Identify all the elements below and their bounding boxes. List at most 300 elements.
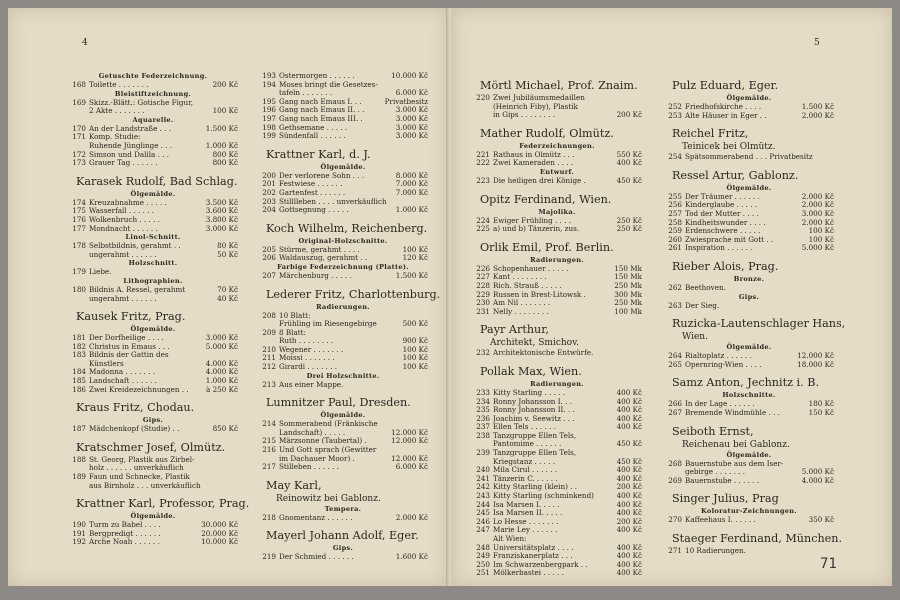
entry-price [831, 153, 834, 162]
entry-price: 2.000 Kč [801, 191, 834, 201]
entry-price: 250 Kč [616, 215, 642, 225]
section-heading: Holzschnitt. [128, 259, 178, 268]
entry-number: 207 [262, 270, 276, 280]
entry-title: Isa Marsen I. . . . . [493, 500, 560, 509]
entry-number: 218 [262, 512, 276, 522]
entry-number: 171 [72, 132, 86, 142]
entry-number: 188 [72, 454, 86, 464]
entry-price: 400 Kč [616, 422, 642, 432]
artist-heading: Seiboth Ernst, [672, 424, 754, 438]
entry-title: Märchenburg . . . . . [279, 271, 352, 280]
entry-number: 241 [476, 473, 490, 483]
entry-price: 3.600 Kč [205, 206, 238, 216]
entry-price [235, 482, 238, 491]
entry-price: 3.000 Kč [205, 333, 238, 343]
artist-heading: Pulz Eduard, Eger. [672, 79, 779, 92]
entry-title: tafeln . . . . . . . [279, 89, 333, 98]
entry-price: 2.000 Kč [395, 512, 428, 522]
entry-title: Marie Ley . . . . . . [493, 526, 558, 535]
entry-title: Opernring-Wien . . . . [685, 360, 762, 369]
section-heading: Drei Holzschnitte. [306, 371, 380, 380]
entry-price: 7.000 Kč [395, 179, 428, 189]
left-page-column-1 [68, 72, 250, 547]
entry-number: 176 [72, 214, 86, 224]
entry-title: Simson und Dalila . . . [89, 150, 170, 159]
entry-title: Isa Marsen II. . . . . [493, 509, 563, 518]
entry-number: 187 [72, 424, 86, 434]
section-heading: Gips. [142, 416, 164, 425]
entry-title: Lo Hesse . . . . . . . [493, 517, 559, 526]
entry-price: 400 Kč [616, 542, 642, 552]
entry-title: Mölkerbastei . . . . . [493, 569, 564, 578]
catalog-entry [68, 225, 238, 234]
entry-number: 249 [476, 551, 490, 561]
entry-title: gebirge . . . . . . . [685, 468, 746, 477]
entry-price: 1.000 Kč [205, 140, 238, 150]
entry-number: 182 [72, 341, 86, 351]
entry-price: 800 Kč [212, 149, 238, 159]
entry-title: In der Lage . . . . . . [685, 400, 755, 409]
entry-title: Wolkenbruch . . . . . [89, 215, 160, 224]
entry-number: 190 [72, 520, 86, 530]
entry-title: in Gips . . . . . . . . [493, 111, 556, 120]
entry-number: 213 [262, 379, 276, 389]
entry-price: 500 Kč [402, 319, 428, 329]
section-heading: Farbige Federzeichnung (Platte). [277, 262, 409, 271]
artist-location: Reinowitz bei Gablonz. [276, 493, 381, 504]
entry-title: Rich. Strauß . . . . . [493, 281, 562, 290]
entry-title: Grauer Tag . . . . . . [89, 159, 158, 168]
entry-number: 237 [476, 422, 490, 432]
entry-title: 10 Radierungen. [685, 546, 746, 555]
entry-number: 230 [476, 298, 490, 308]
entry-price: 120 Kč [402, 253, 428, 263]
entry-title: Märzsonne (Taubertal) . [279, 437, 367, 446]
entry-number: 181 [72, 333, 86, 343]
entry-title: Bildnis der Gattin des [89, 351, 169, 360]
entry-price: 400 Kč [616, 525, 642, 535]
entry-title: Waldauszug, gerahmt . . [279, 254, 368, 263]
entry-price [831, 302, 834, 311]
entry-number: 220 [476, 93, 490, 102]
section-heading: Ölgemälde. [130, 189, 176, 198]
catalog-entry [68, 286, 238, 295]
catalog-entry [258, 437, 428, 446]
entry-title: Sündenfall . . . . . . [279, 132, 346, 141]
entry-number: 240 [476, 465, 490, 475]
entry-price: 400 Kč [616, 396, 642, 406]
entry-number: 251 [476, 568, 490, 578]
entry-title: Gartenfest . . . . . . [279, 188, 346, 197]
entry-number: 184 [72, 367, 86, 377]
entry-title: Inspiration . . . . . . [685, 244, 753, 253]
entry-number: 262 [668, 282, 682, 292]
entry-title: ungerahmt . . . . . . [89, 294, 157, 303]
entry-price: 400 Kč [616, 508, 642, 518]
entry-title: Tanzgruppe Ellen Tels, [493, 449, 577, 458]
entry-title: Die heiligen drei Könige . [493, 176, 586, 185]
entry-title: Toilette . . . . . . . [89, 81, 149, 89]
section-heading: Ölgemälde. [726, 183, 772, 192]
entry-number: 242 [476, 482, 490, 492]
entry-price: 1.000 Kč [395, 205, 428, 215]
entry-title: Bremende Windmühle . . . [685, 408, 780, 417]
entry-price: 10.000 Kč [391, 71, 428, 80]
entry-price: 450 Kč [616, 175, 642, 185]
artist-heading: Kausek Fritz, Prag. [76, 310, 186, 324]
entry-title: Kant . . . . . . . . [493, 273, 547, 282]
entry-price: 1.500 Kč [395, 270, 428, 280]
entry-price: 100 Kč [402, 244, 428, 254]
entry-title: Faun und Schnecke, Plastik [89, 473, 190, 482]
catalog-entry [258, 132, 428, 141]
entry-price: 3.000 Kč [395, 131, 428, 141]
entry-title: Arche Noah . . . . . . [89, 538, 160, 547]
artist-location: Reichenau bei Gablonz. [682, 439, 790, 450]
left-page-number: 4 [82, 38, 88, 48]
catalog-entry [664, 302, 834, 311]
section-heading: Tempera. [324, 504, 362, 513]
entry-price [235, 456, 238, 465]
artist-heading: Kraus Fritz, Chodau. [76, 401, 195, 415]
entry-title: Frühling im Riesengebirge [279, 320, 377, 329]
artist-heading: Lumnitzer Paul, Dresden. [266, 396, 411, 410]
catalog-entry [664, 284, 834, 293]
section-heading: Majolika. [538, 207, 576, 216]
right-page [452, 8, 892, 586]
entry-number: 265 [668, 359, 682, 369]
catalog-entry [472, 349, 642, 358]
entry-title: Friedhofskirche . . . . [685, 103, 762, 111]
catalog-entry [472, 177, 642, 186]
entry-title: Stürme, gerahmt . . . . [279, 245, 360, 254]
artist-heading: Orlik Emil, Prof. Berlin. [480, 240, 614, 254]
entry-number: 210 [262, 344, 276, 354]
entry-price: 1.500 Kč [801, 102, 834, 111]
entry-title: im Dachauer Moor) . [279, 454, 355, 463]
entry-title: ungerahmt . . . . . . [89, 250, 157, 259]
entry-price: 2.000 Kč [801, 110, 834, 120]
section-heading: Radierungen. [530, 255, 584, 264]
entry-title: Künstlers [89, 359, 124, 368]
catalog-entry [258, 206, 428, 215]
catalog-entry [664, 477, 834, 486]
entry-title: Madonna . . . . . . . [89, 368, 156, 377]
entry-price: 4.000 Kč [801, 475, 834, 485]
entry-title: Architektonische Entwürfe. [493, 349, 594, 358]
entry-number: 268 [668, 458, 682, 468]
entry-number: 186 [72, 384, 86, 394]
entry-number: 200 [262, 170, 276, 180]
entry-price: 300 Mk [614, 289, 642, 299]
entry-price [831, 547, 834, 556]
entry-number: 256 [668, 200, 682, 210]
section-heading: Entwurf. [539, 167, 575, 176]
section-heading: Holzschnitte. [722, 391, 776, 400]
entry-title: Der Dorfheilige . . . . [89, 334, 164, 343]
entry-title: Nelly . . . . . . . . [493, 307, 549, 316]
entry-title: Der verlorene Sohn . . . [279, 171, 365, 180]
entry-title: Selbstbildnis, gerahmt . . [89, 242, 181, 251]
artist-heading: Mayerl Johann Adolf, Eger. [266, 529, 419, 543]
section-heading: Radierungen. [530, 379, 584, 388]
entry-number: 170 [72, 123, 86, 133]
artist-heading: Singer Julius, Prag [672, 492, 779, 506]
handwritten-mark: 71 [820, 556, 837, 572]
catalog-entry [68, 81, 238, 90]
entry-title: Wegener . . . . . . . [279, 345, 344, 354]
entry-number: 222 [476, 158, 490, 168]
catalog-entry [68, 456, 238, 465]
entry-number [68, 482, 89, 491]
entry-price: 2.000 Kč [801, 200, 834, 210]
entry-number: 257 [668, 208, 682, 218]
catalog-entry [68, 107, 238, 116]
entry-price: 350 Kč [808, 515, 834, 525]
entry-number: 211 [262, 353, 276, 363]
catalog-entry [68, 125, 238, 134]
entry-number: 193 [262, 71, 276, 80]
entry-price: 400 Kč [616, 551, 642, 561]
entry-number: 199 [262, 131, 276, 141]
entry-title: Liebe. [89, 268, 112, 277]
catalog-entry [68, 268, 238, 277]
artist-heading: Kratschmer Josef, Olmütz. [76, 440, 226, 454]
entry-number: 194 [262, 79, 276, 89]
entry-number: 255 [668, 191, 682, 201]
entry-price [235, 464, 238, 473]
entry-title: Am Nil . . . . . . . [493, 299, 551, 308]
entry-price: 180 Kč [808, 399, 834, 409]
entry-number: 228 [476, 280, 490, 290]
entry-title: Komp. Studie: [89, 133, 141, 142]
entry-title: 2 Akte . . . . . . . [89, 107, 145, 116]
entry-number: 174 [72, 197, 86, 207]
entry-title: a) und b) Tänzerin, zus. [493, 225, 580, 234]
entry-price: 400 Kč [616, 405, 642, 415]
entry-title: Wasserfall . . . . . . [89, 207, 155, 216]
entry-title: Mondnacht . . . . . . [89, 224, 158, 233]
catalog-entry [68, 425, 238, 434]
catalog-entry [68, 473, 238, 482]
artist-location: Wien. [682, 332, 708, 343]
section-heading: Ölgemälde. [726, 450, 772, 459]
catalog-entry [664, 409, 834, 418]
entry-number: 172 [72, 149, 86, 159]
entry-title: Kaffeehaus I. . . . . . [685, 516, 756, 525]
entry-title: Beethoven. [685, 283, 726, 292]
entry-price: 550 Kč [616, 149, 642, 159]
entry-price: 40 Kč [217, 293, 238, 303]
catalog-entry [472, 526, 642, 535]
entry-price: 150 Kč [808, 407, 834, 417]
catalog-entry [258, 553, 428, 562]
entry-title: Kindheitswunder . . . . [685, 218, 766, 227]
entry-number: 173 [72, 158, 86, 168]
entry-number: 263 [668, 300, 682, 310]
artist-heading: Pollak Max, Wien. [480, 364, 582, 378]
entry-price: 18.000 Kč [797, 359, 834, 369]
entry-number: 189 [72, 472, 86, 482]
catalog-entry [68, 482, 238, 491]
entry-price: 6.000 Kč [395, 88, 428, 98]
entry-price: 1.000 Kč [205, 376, 238, 386]
artist-heading: Rieber Alois, Prag. [672, 259, 779, 273]
entry-number: 208 [262, 310, 276, 320]
entry-title: 10 Blatt: [279, 311, 311, 320]
entry-number: 206 [262, 253, 276, 263]
entry-title: Bildnis A. Ressel, gerahmt [89, 285, 186, 294]
artist-heading: Samz Anton, Jechnitz i. B. [672, 376, 819, 390]
entry-title: Rialtoplatz . . . . . . [685, 352, 752, 361]
entry-price [639, 94, 642, 103]
entry-title: Kinderglaube . . . . . [685, 201, 758, 210]
catalog-entry [258, 272, 428, 281]
entry-number: 231 [476, 306, 490, 316]
artist-heading: Karasek Rudolf, Bad Schlag. [76, 174, 238, 188]
entry-number: 271 [668, 545, 682, 555]
entry-price: 3.000 Kč [395, 113, 428, 123]
entry-title: Schopenhauer . . . . . [493, 264, 569, 273]
entry-price: 10.000 Kč [201, 537, 238, 547]
entry-title: Ruhende Jünglinge . . . [89, 141, 173, 150]
entry-price: 450 Kč [616, 456, 642, 466]
entry-number: 216 [262, 445, 276, 455]
entry-number: 204 [262, 205, 276, 215]
entry-number: 221 [476, 149, 490, 159]
section-heading: Ölgemälde. [726, 343, 772, 352]
section-heading: Radierungen. [316, 302, 370, 311]
catalog-entry [472, 94, 642, 103]
entry-number: 245 [476, 508, 490, 518]
catalog-entry [472, 111, 642, 120]
section-heading: Bronze. [733, 274, 765, 283]
entry-number: 169 [72, 97, 86, 107]
entry-number: 250 [476, 559, 490, 569]
entry-price: à 250 Kč [206, 384, 238, 394]
entry-number: 269 [668, 475, 682, 485]
entry-price: 250 Mk [614, 280, 642, 290]
entry-price: 250 Kč [616, 224, 642, 234]
entry-number: 232 [476, 348, 490, 358]
entry-number: 198 [262, 122, 276, 132]
entry-price: 400 Kč [616, 413, 642, 423]
entry-price: 6.000 Kč [395, 462, 428, 472]
entry-number: 214 [262, 419, 276, 429]
entry-title: Bergpredigt . . . . . . [89, 529, 161, 538]
entry-number: 217 [262, 462, 276, 472]
entry-number: 205 [262, 244, 276, 254]
entry-price: 3.500 Kč [205, 197, 238, 207]
entry-number: 267 [668, 407, 682, 417]
entry-number: 234 [476, 396, 490, 406]
entry-title: Kriegstanz . . . . . [493, 457, 556, 466]
entry-number [472, 111, 493, 120]
entry-price: 450 Kč [616, 439, 642, 449]
section-heading: Bleistiftzeichnung. [114, 89, 192, 98]
catalog-entry [258, 320, 428, 329]
entry-number [68, 295, 89, 304]
entry-title: Landschaft) . . . . . [279, 428, 346, 437]
entry-title: Sommerabend (Fränkische [279, 420, 378, 429]
catalog-entry [68, 295, 238, 304]
artist-heading: Krattner Karl, d. J. [266, 147, 371, 161]
entry-title: Russen in Brest-Litowsk . [493, 290, 586, 299]
artist-heading: May Karl, [266, 478, 322, 492]
entry-price: 900 Kč [402, 336, 428, 346]
section-heading: Gips. [332, 544, 354, 553]
entry-title: Tänzerin C. . . . . . [493, 474, 558, 483]
entry-title: aus Birnholz . . . unverkäuflich [89, 481, 201, 490]
entry-title: Mädchenkopf (Studie) . . [89, 425, 180, 434]
entry-title: Alte Häuser in Eger . . [685, 111, 767, 120]
entry-price: 200 Kč [616, 516, 642, 526]
entry-number: 195 [262, 96, 276, 106]
entry-price [235, 473, 238, 482]
entry-title: Im Schwarzenbergpark . . [493, 560, 588, 569]
entry-title: Joachim v. Seewitz . . . [493, 414, 575, 423]
entry-price: 400 Kč [616, 568, 642, 578]
entry-price: 250 Mk [614, 298, 642, 308]
entry-price: 2.000 Kč [801, 217, 834, 227]
catalog-entry [68, 538, 238, 547]
entry-number: 192 [72, 537, 86, 547]
catalog-entry [258, 254, 428, 263]
right-page-number: 5 [814, 38, 820, 48]
entry-price: 7.000 Kč [395, 187, 428, 197]
entry-title: Kitty Starling (schminkend) [493, 492, 594, 501]
entry-title: Skizz.-Blätt.: Gotische Figur, [89, 98, 194, 107]
entry-title: Landschaft . . . . . . [89, 377, 157, 386]
entry-title: Stilllleben . . . . unverkäuflich [279, 197, 387, 206]
section-heading: Ölgemälde. [130, 325, 176, 334]
entry-number: 175 [72, 206, 86, 216]
entry-title: Ronny Johansson I. . . [493, 397, 572, 406]
entry-title: Franziskanerplatz . . . [493, 552, 573, 561]
entry-number: 183 [72, 350, 86, 360]
entry-price: 100 Kč [402, 344, 428, 354]
entry-price: 4.000 Kč [205, 367, 238, 377]
entry-price [639, 349, 642, 358]
entry-price: 1.500 Kč [205, 123, 238, 133]
entry-number: 224 [476, 215, 490, 225]
entry-price: 400 Kč [616, 158, 642, 168]
catalog-entry [68, 386, 238, 395]
entry-price: 8.000 Kč [395, 170, 428, 180]
entry-price: 400 Kč [616, 491, 642, 501]
right-page-column-1 [472, 72, 642, 578]
entry-title: Tod der Mutter . . . . [685, 209, 759, 218]
entry-number: 270 [668, 515, 682, 525]
entry-price: 400 Kč [616, 387, 642, 397]
entry-price: 80 Kč [217, 241, 238, 251]
entry-price [831, 284, 834, 293]
right-page-column-2 [664, 72, 846, 555]
entry-number: 253 [668, 110, 682, 120]
catalog-entry [664, 361, 834, 370]
entry-price: 12.000 Kč [391, 436, 428, 446]
entry-number: 264 [668, 351, 682, 361]
entry-title: Moses bringt die Gesetzes- [279, 80, 378, 89]
entry-title: Christus in Emaus . . . [89, 342, 170, 351]
artist-heading: Ressel Artur, Gablonz. [672, 168, 799, 182]
catalog-entry [68, 343, 238, 352]
entry-title: Zwei Kreidezeichnungen . . [89, 385, 189, 394]
catalog-entry [664, 153, 834, 162]
entry-number: 197 [262, 113, 276, 123]
entry-title: Spätsommerabend . . . Privatbesitz [685, 153, 813, 162]
catalog-entry [664, 516, 834, 525]
